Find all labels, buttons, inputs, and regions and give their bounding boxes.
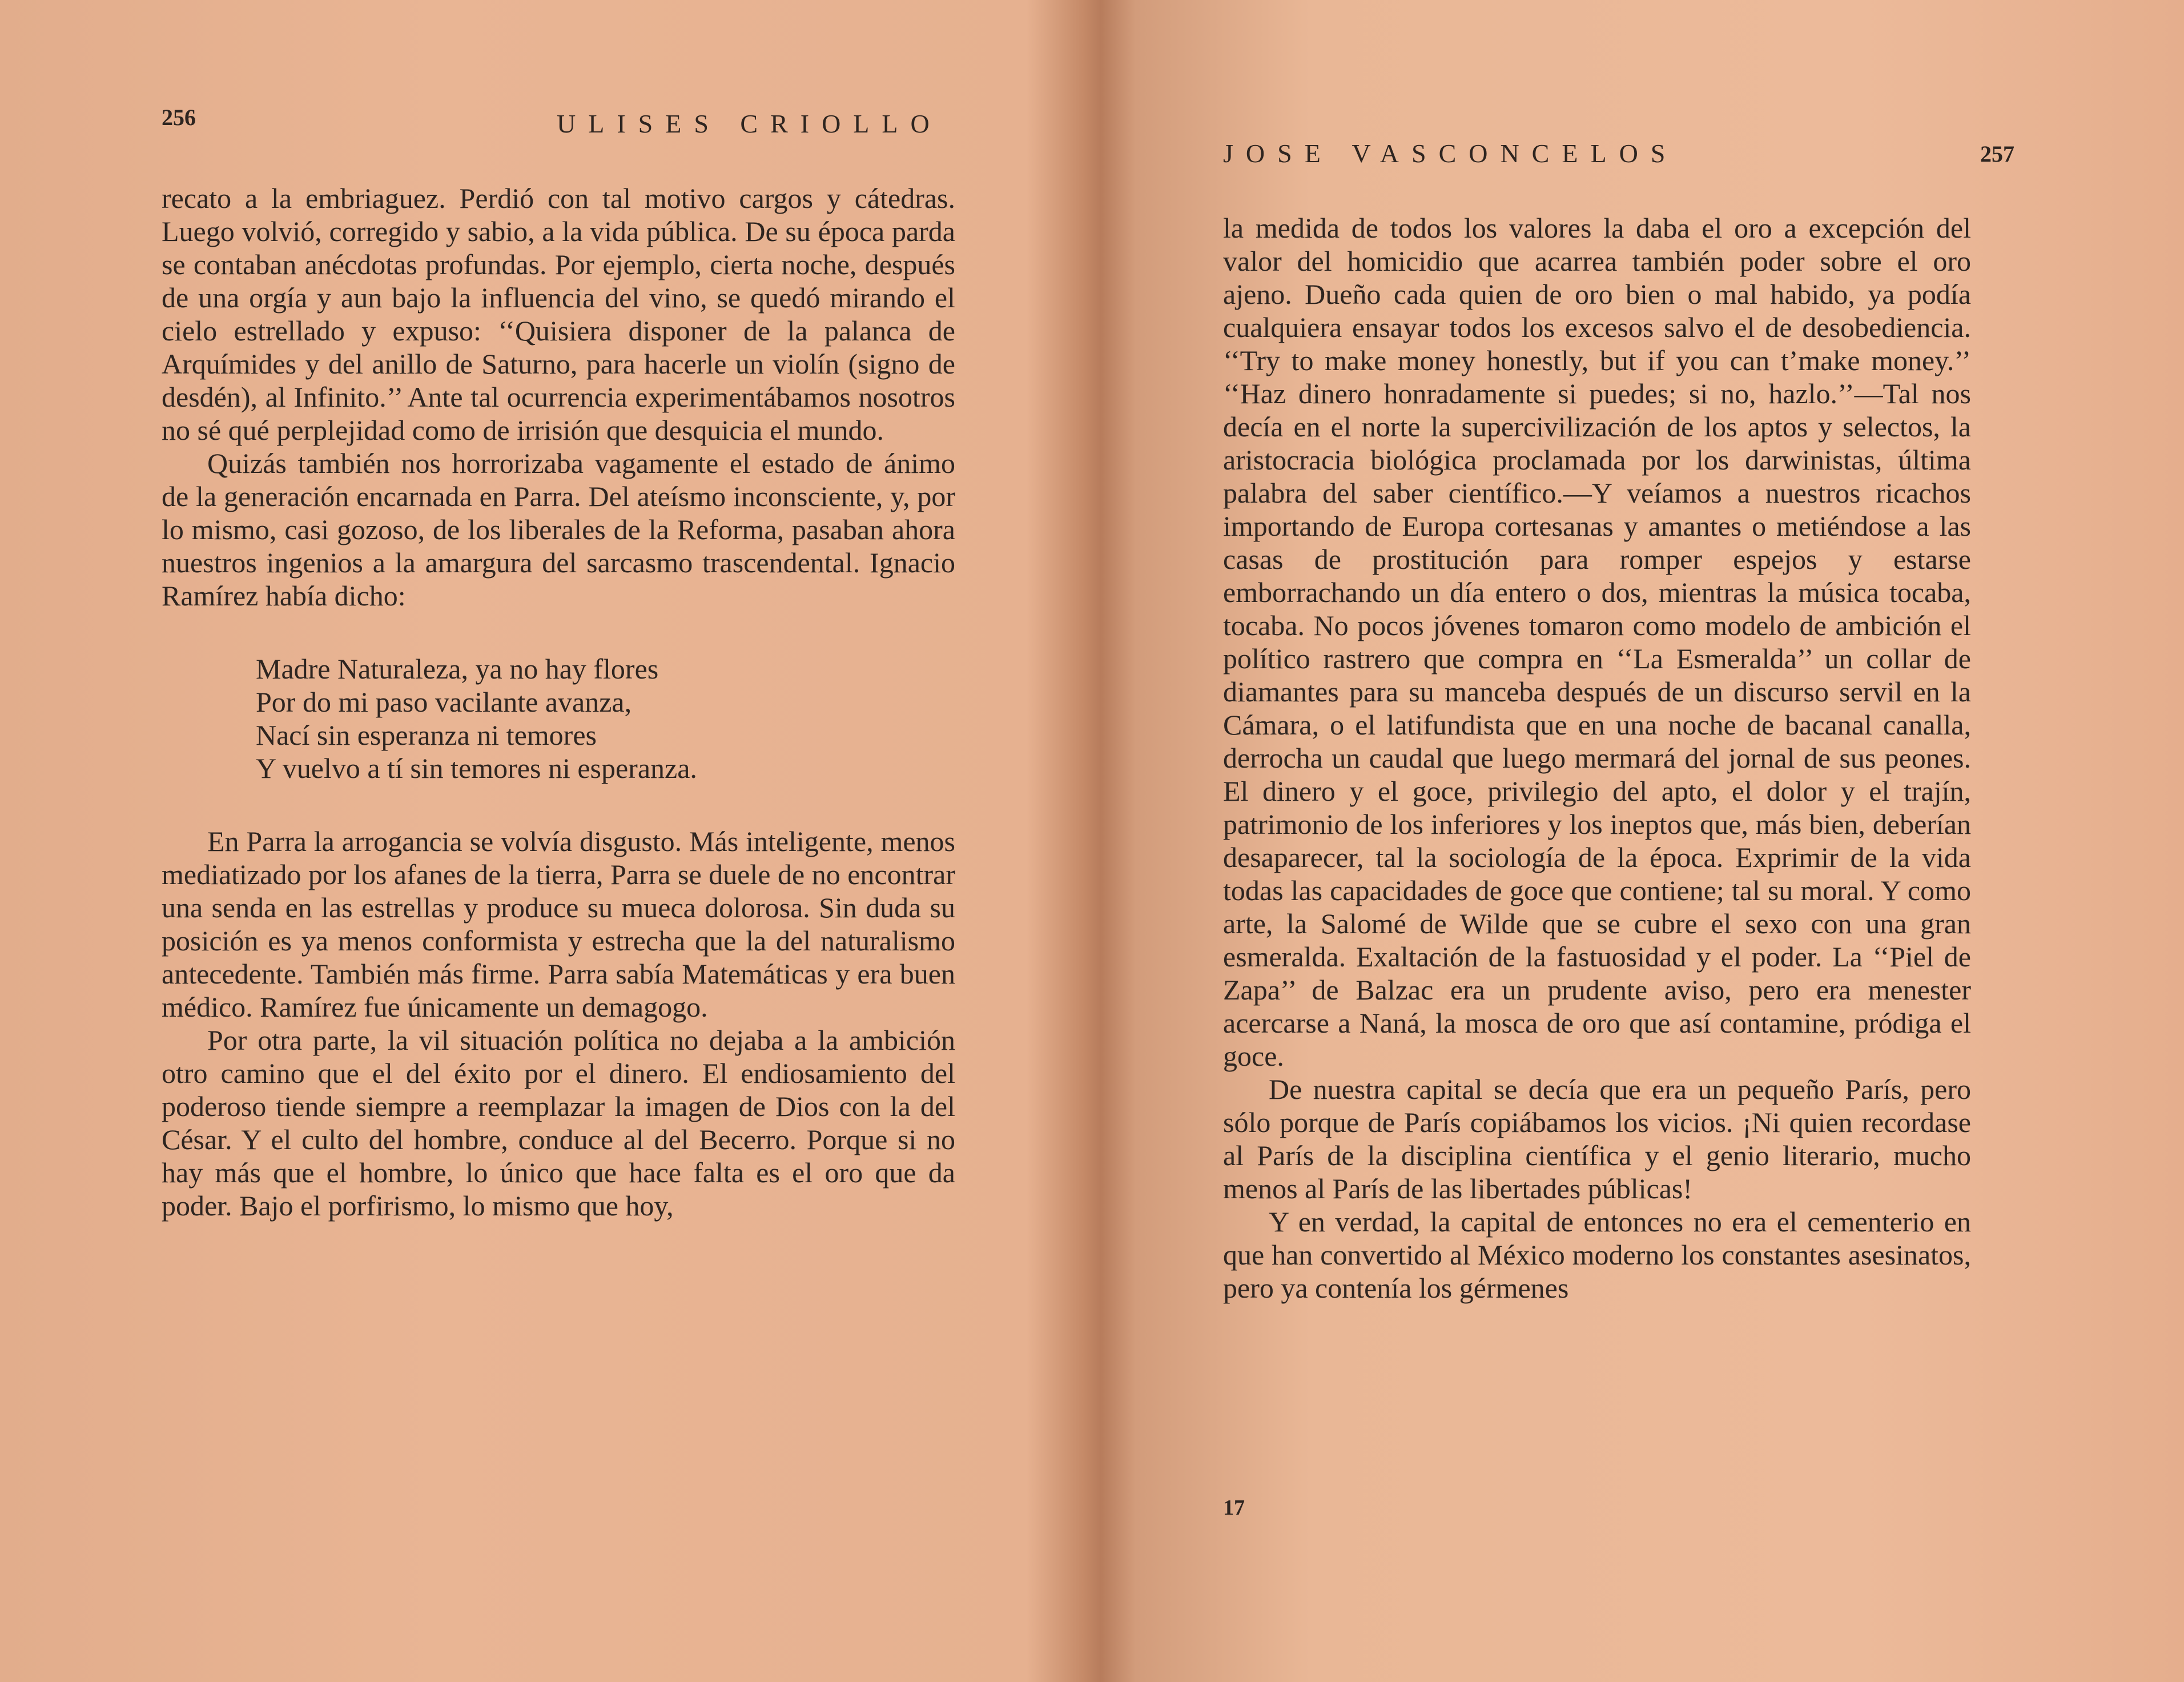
paragraph: la medida de todos los valores la daba el oro a excepción del valor del homicidio que acarrea también poder sobre el oro ajeno. Dueño cada quien de oro bien o mal habido, ya podía cualquiera ensayar todos los excesos salvo el de desobediencia. ‘‘Try to make money honestly, but if you can t’make money.’’ ‘‘Haz dinero honradamente si puedes; si no, hazlo.’’—Tal nos decía en el norte la supercivilización de los aptos y selectos, la aristocracia biológica proclamada por los darwinistas, última palabra del saber científico.—Y veíamos a nuestros ricachos importando de Europa cortesanas y amantes o metiéndose a las casas de prostitución para romper espejos y estarse emborrachando un día entero o dos, mientras la música tocaba, tocaba. No pocos jóvenes tomaron como modelo de ambición el político rastrero que compra en ‘‘La Esmeralda’’ un collar de diamantes para su manceba después de un discurso servil en la Cámara, o el latifundista que en una noche de bacanal canalla, derrocha un caudal que luego mermará del jornal de sus peones. El dinero y el goce, privilegio del apto, el dolor y el trajín, patrimonio de los inferiores y los ineptos que, más bien, deberían desaparecer, tal la sociología de la época. Exprimir de la vida todas las capacidades de goce que contiene; tal su moral. Y como arte, la Salomé de Wilde que se cubre el sexo con una gran esmeralda. Exaltación de la fastuosidad y el poder. La ‘‘Piel de Zapa’’ de Balzac era un prudente aviso, pero era menester acercarse a Naná, la mosca de oro que así contamine, pródiga el goce.: [1223, 212, 1971, 1072]
paragraph: Y en verdad, la capital de entonces no era el cementerio en que han convertido al México moderno los constantes asesinatos, pero ya contenía los gérmenes: [1223, 1206, 1971, 1304]
paragraph: recato a la embriaguez. Perdió con tal motivo cargos y cátedras. Luego volvió, corregido y sabio, a la vida pública. De su época parda se contaban anécdotas profundas. Por ejemplo, cierta noche, después de una orgía y aun bajo la influencia del vino, se quedó mirando el cielo estrellado y expuso: ‘‘Quisiera disponer de la palanca de Arquímides y del anillo de Saturno, para hacerle un violín (signo de desdén), al Infinito.’’ Ante tal ocurrencia experimentábamos nosotros no sé qué perplejidad como de irrisión que desquicia el mundo.: [162, 182, 955, 446]
paragraph: Por otra parte, la vil situación política no dejaba a la ambición otro camino que el del éxito por el dinero. El endiosamiento del poderoso tiende siempre a reemplazar la imagen de Dios con la del César. Y el culto del hombre, conduce al del Becerro. Porque si no hay más que el hombre, lo único que hace falta es el oro que da poder. Bajo el porfirismo, lo mismo que hoy,: [162, 1024, 955, 1222]
paragraph: En Parra la arrogancia se volvía disgusto. Más inteligente, menos mediatizado por los afanes de la tierra, Parra se duele de no encontrar una senda en las estrellas y produce su mueca dolorosa. Sin duda su posición es ya menos conformista y estrecha que la del naturalismo antecedente. También más firme. Parra sabía Matemáticas y era buen médico. Ramírez fue únicamente un demagogo.: [162, 825, 955, 1023]
running-head-right: JOSE VASCONCELOS: [1223, 139, 1678, 168]
verse-line: Madre Naturaleza, ya no hay flores: [256, 653, 659, 685]
left-page-body: [162, 182, 955, 1222]
page-number-right: 257: [1980, 141, 2014, 167]
verse-line: Por do mi paso vacilante avanza,: [256, 686, 632, 718]
right-page-body: [1223, 211, 1971, 1304]
signature-mark: 17: [1223, 1496, 1245, 1520]
verse-line: Nací sin esperanza ni temores: [256, 719, 597, 751]
verse-block: [256, 652, 955, 785]
paragraph: Quizás también nos horrorizaba vagamente el estado de ánimo de la generación encarnada en Parra. Del ateísmo inconsciente, y, por lo mismo, casi gozoso, de los liberales de la Reforma, pasaban ahora nuestros ingenios a la amargura del sarcasmo trascendental. Ignacio Ramírez había dicho:: [162, 447, 955, 612]
verse-line: Y vuelvo a tí sin temores ni esperanza.: [256, 752, 697, 784]
paragraph: De nuestra capital se decía que era un pequeño París, pero sólo porque de París copiábamos los vicios. ¡Ni quien recordase al París de la disciplina científica y el genio literario, mucho menos al París de las libertades públicas!: [1223, 1073, 1971, 1205]
running-head-left: ULISES CRIOLLO: [557, 109, 942, 138]
right-page: [1092, 0, 2184, 1682]
page-number-left: 256: [162, 105, 196, 130]
